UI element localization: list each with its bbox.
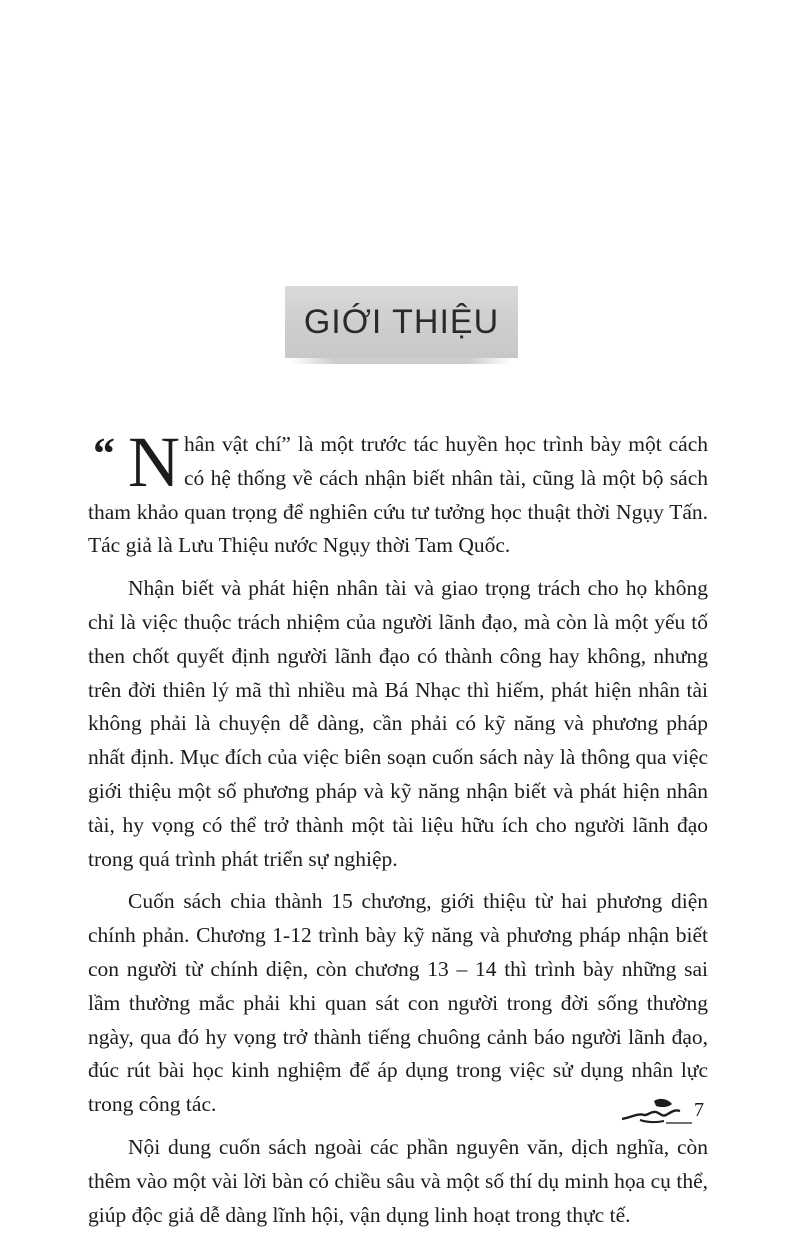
- paragraph-4: Nội dung cuốn sách ngoài các phần nguyên văn, dịch nghĩa, còn thêm vào một vài lời bàn có chiều sâu và một số thí dụ minh họa cụ thể, giúp độc giả dễ dàng lĩnh hội, vận dụng linh hoạt trong thực tế.: [88, 1134, 708, 1227]
- body-text: [88, 422, 708, 1241]
- opening-quote-mark: “: [93, 429, 115, 478]
- chapter-title: GIỚI THIỆU: [303, 302, 500, 341]
- paragraph-1: [88, 422, 708, 563]
- folio: [620, 1095, 720, 1125]
- paragraph-3: Cuốn sách chia thành 15 chương, giới thiệu từ hai phương diện chính phản. Chương 1-12 trình bày kỹ năng và phương pháp nhận biết con người từ chính diện, còn chương 13 – 14 thì trình bày những sai lầm thường mắc phải khi quan sát con người trong đời sống thường ngày, qua đó hy vọng trở thành tiếng chuông cảnh báo người lãnh đạo, đúc rút bài học kinh nghiệm để áp dụng trong việc sử dụng nhân lực trong công tác.: [88, 889, 708, 1117]
- ornament-icon: [620, 1095, 692, 1125]
- chapter-title-box: [285, 286, 518, 358]
- drop-cap-letter: N: [128, 422, 180, 502]
- page-number: 7: [694, 1099, 704, 1121]
- paragraph-1-text: hân vật chí” là một trước tác huyền học trình bày một cách có hệ thống về cách nhận biết nhân tài, cũng là một bộ sách tham khảo quan trọng để nghiên cứu tư tưởng học thuật thời Ngụy Tấn. Tác giả là Lưu Thiệu nước Ngụy thời Tam Quốc.: [88, 432, 708, 558]
- paragraph-2: Nhận biết và phát hiện nhân tài và giao trọng trách cho họ không chỉ là việc thuộc trách nhiệm của người lãnh đạo, mà còn là một yếu tố then chốt quyết định người lãnh đạo có thành công hay không, nhưng trên đời thiên lý mã thì nhiều mà Bá Nhạc thì hiếm, phát hiện nhân tài không phải là chuyện dễ dàng, cần phải có kỹ năng và phương pháp nhất định. Mục đích của việc biên soạn cuốn sách này là thông qua việc giới thiệu một số phương pháp và kỹ năng nhận biết và phát hiện nhân tài, hy vọng có thể trở thành một tài liệu hữu ích cho người lãnh đạo trong quá trình phát triển sự nghiệp.: [88, 576, 708, 871]
